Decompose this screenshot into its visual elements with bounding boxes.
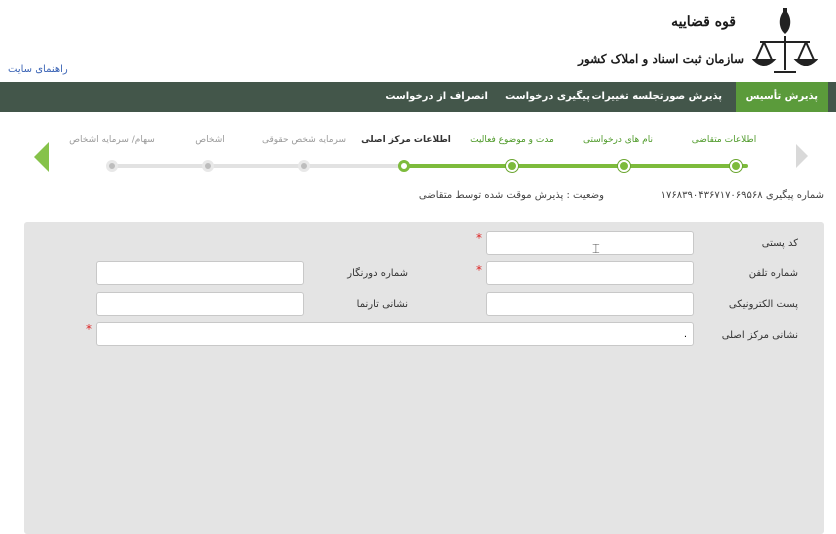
step-label-persons[interactable]: اشخاص — [195, 135, 225, 145]
phone-required-mark: * — [476, 263, 482, 277]
step-node-applicant[interactable] — [730, 160, 742, 172]
postal-code-label: کد پستی — [761, 238, 798, 249]
step-track-completed — [400, 164, 748, 168]
brand-top-text: قوه قضاییه — [671, 14, 736, 30]
wizard-next-arrow-icon[interactable] — [34, 142, 49, 172]
step-node-persons-shares[interactable] — [106, 160, 118, 172]
step-node-legal-capital[interactable] — [298, 160, 310, 172]
brand-bottom-text: سازمان ثبت اسناد و املاک کشور — [578, 52, 744, 66]
site-help-link[interactable]: راهنمای سایت — [8, 64, 68, 75]
status-label: وضعیت : — [566, 190, 604, 201]
step-label-applicant[interactable]: اطلاعات متقاضی — [691, 135, 757, 145]
nav-item-tracking[interactable]: پیگیری درخواست — [505, 91, 590, 102]
step-node-duration-subject[interactable] — [506, 160, 518, 172]
step-label-persons-shares[interactable]: سهام/ سرمایه اشخاص — [69, 135, 155, 145]
tracking-number: ۱۷۶۸۳۹۰۴۳۶۷۱۷۰۶۹۵۶۸ — [660, 190, 763, 201]
wizard-prev-arrow-icon[interactable] — [796, 144, 808, 168]
text-cursor-icon: ⌶ — [592, 242, 600, 257]
email-input[interactable] — [486, 292, 694, 316]
postal-code-required-mark: * — [476, 231, 482, 245]
nav-item-cancel-request[interactable]: انصراف از درخواست — [385, 91, 488, 102]
step-node-persons[interactable] — [202, 160, 214, 172]
address-label: نشانی مرکز اصلی — [721, 330, 798, 341]
tracking-label: شماره پیگیری — [765, 190, 824, 201]
address-required-mark: * — [86, 322, 92, 336]
step-node-requested-names[interactable] — [618, 160, 630, 172]
site-header — [0, 0, 836, 80]
step-node-head-office[interactable] — [398, 160, 410, 172]
email-label: پست الکترونیکی — [728, 299, 798, 310]
step-label-requested-names[interactable]: نام های درخواستی — [583, 135, 653, 145]
step-label-legal-capital[interactable]: سرمایه شخص حقوقی — [261, 135, 347, 145]
fax-input[interactable] — [96, 261, 304, 285]
phone-input[interactable] — [486, 261, 694, 285]
website-label: نشانی تارنما — [356, 299, 408, 310]
step-label-head-office[interactable]: اطلاعات مرکز اصلی — [361, 135, 451, 145]
step-track-remaining — [108, 164, 400, 168]
request-status — [419, 190, 604, 201]
tracking-info — [661, 190, 824, 201]
step-label-duration-subject[interactable]: مدت و موضوع فعالیت — [470, 135, 554, 145]
postal-code-input[interactable] — [486, 231, 694, 255]
website-input[interactable] — [96, 292, 304, 316]
main-nav — [0, 82, 836, 112]
nav-item-establishment[interactable]: پذیرش تأسیس — [736, 82, 828, 112]
fax-label: شماره دورنگار — [347, 268, 408, 279]
address-input[interactable] — [96, 322, 694, 346]
iran-emblem-scales-icon — [752, 6, 818, 76]
status-value: پذیرش موقت شده توسط متقاضی — [418, 190, 564, 201]
nav-item-change-minutes[interactable]: پذیرش صورتجلسه تغییرات — [591, 91, 722, 102]
phone-label: شماره تلفن — [748, 268, 798, 279]
